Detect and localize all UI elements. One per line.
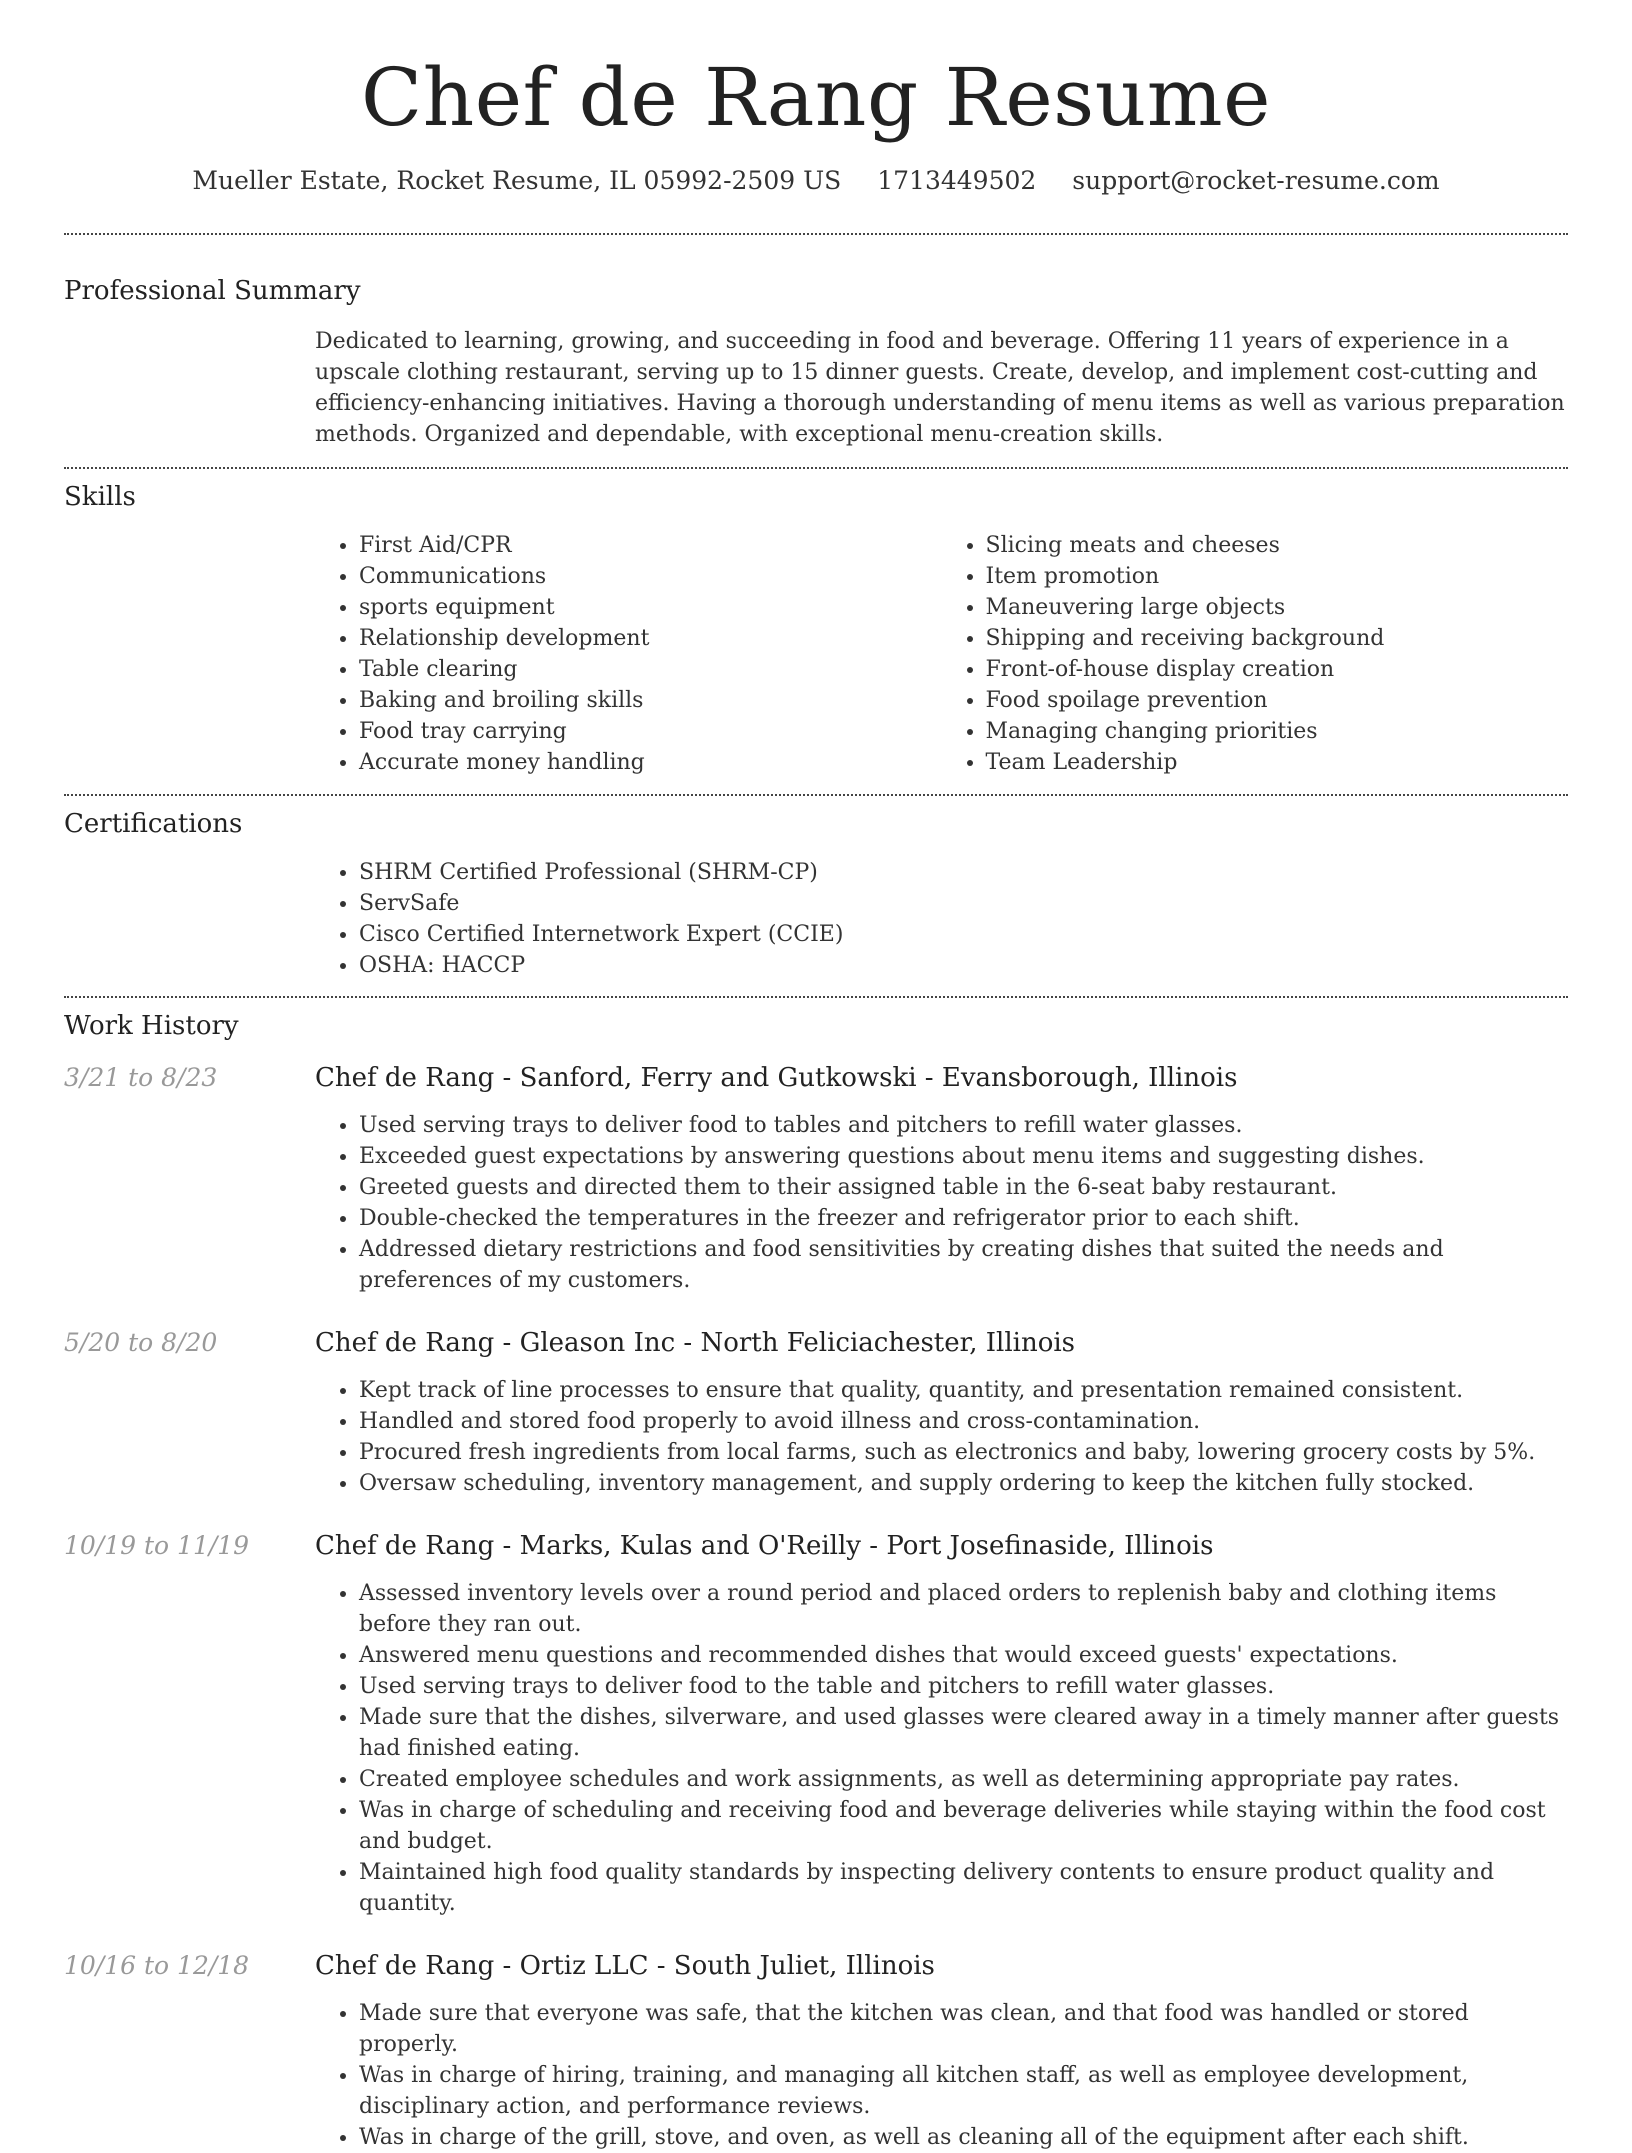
job-bullet-list: [315, 1998, 1568, 2153]
section-divider: [64, 233, 1568, 235]
job-title: Chef de Rang - Ortiz LLC - South Juliet, Illinois: [315, 1951, 935, 1981]
summary-text: Dedicated to learning, growing, and succeeding in food and beverage. Offering 11 years of experience in a upscale clothing restaurant, serving up to 15 dinner guests. Create, develop, and implement cost-cutting and efficiency-enhancing initiatives. Having a thorough understanding of menu items as well as various preparation methods. Organized and dependable, with exceptional menu-creation skills.: [315, 329, 1565, 447]
skill-item: • Communications: [359, 561, 942, 592]
job-duties: [315, 1578, 1568, 1919]
job-duties: [315, 1110, 1568, 1296]
contact-email: support@rocket-resume.com: [1072, 166, 1440, 195]
job-bullet: • Kept track of line processes to ensure that quality, quantity, and presentation remained consistent.: [359, 1375, 1568, 1406]
job-bullet-list: [315, 1578, 1568, 1919]
job-bullet: • Assessed inventory levels over a round period and placed orders to replenish baby and clothing items before they ran out.: [359, 1578, 1568, 1640]
work-history-heading: Work History: [64, 1011, 239, 1041]
job-bullet: • Made sure that everyone was safe, that the kitchen was clean, and that food was handled or stored properly.: [359, 1998, 1568, 2060]
resume-page: [64, 0, 1568, 2153]
skill-item: • Front-of-house display creation: [986, 654, 1569, 685]
job-dates: 10/19 to 11/19: [64, 1531, 250, 1560]
job-title: Chef de Rang - Sanford, Ferry and Gutkowski - Evansborough, Illinois: [315, 1063, 1238, 1093]
certification-item: • OSHA: HACCP: [359, 950, 1568, 981]
skill-item: • First Aid/CPR: [359, 530, 942, 561]
job-bullet: • Exceeded guest expectations by answering questions about menu items and suggesting dishes.: [359, 1141, 1568, 1172]
job-bullet: • Handled and stored food properly to avoid illness and cross-contamination.: [359, 1406, 1568, 1437]
skill-item: • Slicing meats and cheeses: [986, 530, 1569, 561]
job-entry: [64, 1328, 1568, 1499]
skills-grid: [315, 530, 1568, 778]
job-bullet: • Oversaw scheduling, inventory management, and supply ordering to keep the kitchen fully stocked.: [359, 1468, 1568, 1499]
skill-item: • sports equipment: [359, 592, 942, 623]
contact-phone: 1713449502: [877, 166, 1037, 195]
job-duties: [315, 1998, 1568, 2153]
skill-item: • Managing changing priorities: [986, 716, 1569, 747]
job-header: [64, 1328, 1568, 1358]
certification-item: • SHRM Certified Professional (SHRM-CP): [359, 857, 1568, 888]
contact-line: [64, 166, 1568, 195]
section-divider: [64, 794, 1568, 796]
certification-item: • Cisco Certified Internetwork Expert (CCIE): [359, 919, 1568, 950]
job-bullet: • Double-checked the temperatures in the freezer and refrigerator prior to each shift.: [359, 1203, 1568, 1234]
job-bullet: • Greeted guests and directed them to their assigned table in the 6-seat baby restaurant.: [359, 1172, 1568, 1203]
skill-item: • Shipping and receiving background: [986, 623, 1569, 654]
job-bullet: • Procured fresh ingredients from local farms, such as electronics and baby, lowering grocery costs by 5%.: [359, 1437, 1568, 1468]
resume-title: Chef de Rang Resume: [361, 51, 1271, 144]
section-divider: [64, 467, 1568, 469]
certifications-block: [315, 857, 1568, 981]
job-header: [64, 1063, 1568, 1093]
job-bullet: • Was in charge of the grill, stove, and oven, as well as cleaning all of the equipment after each shift.: [359, 2122, 1568, 2153]
job-dates: 3/21 to 8/23: [64, 1063, 218, 1092]
job-entry: [64, 1063, 1568, 1296]
job-entry: [64, 1951, 1568, 2153]
job-bullet: • Was in charge of hiring, training, and managing all kitchen staff, as well as employee development, disciplinary action, and performance reviews.: [359, 2060, 1568, 2122]
job-bullet: • Used serving trays to deliver food to the table and pitchers to refill water glasses.: [359, 1671, 1568, 1702]
skills-heading: Skills: [64, 482, 136, 512]
job-dates: 10/16 to 12/18: [64, 1951, 250, 1980]
skill-item: • Accurate money handling: [359, 747, 942, 778]
certification-item: • ServSafe: [359, 888, 1568, 919]
job-header: [64, 1951, 1568, 1981]
skill-item: • Team Leadership: [986, 747, 1569, 778]
job-bullet: • Used serving trays to deliver food to tables and pitchers to refill water glasses.: [359, 1110, 1568, 1141]
job-bullet: • Created employee schedules and work assignments, as well as determining appropriate pay rates.: [359, 1764, 1568, 1795]
section-divider: [64, 996, 1568, 998]
job-bullet-list: [315, 1375, 1568, 1499]
job-dates: 5/20 to 8/20: [64, 1328, 218, 1357]
skills-list-left: [315, 530, 942, 778]
skill-item: • Relationship development: [359, 623, 942, 654]
job-entry: [64, 1531, 1568, 1919]
skills-list-right: [942, 530, 1569, 778]
job-bullet: • Answered menu questions and recommended dishes that would exceed guests' expectations.: [359, 1640, 1568, 1671]
job-header: [64, 1531, 1568, 1561]
job-bullet: • Made sure that the dishes, silverware, and used glasses were cleared away in a timely manner after guests had finished eating.: [359, 1702, 1568, 1764]
skill-item: • Table clearing: [359, 654, 942, 685]
job-bullet: • Was in charge of scheduling and receiving food and beverage deliveries while staying within the food cost and budget.: [359, 1795, 1568, 1857]
job-bullet-list: [315, 1110, 1568, 1296]
summary-heading: Professional Summary: [64, 276, 361, 306]
contact-address: Mueller Estate, Rocket Resume, IL 05992-2509 US: [192, 166, 842, 195]
skill-item: • Maneuvering large objects: [986, 592, 1569, 623]
job-bullet: • Addressed dietary restrictions and food sensitivities by creating dishes that suited the needs and preferences of my customers.: [359, 1234, 1568, 1296]
certifications-heading: Certifications: [64, 809, 243, 839]
skill-item: • Baking and broiling skills: [359, 685, 942, 716]
job-title: Chef de Rang - Gleason Inc - North Feliciachester, Illinois: [315, 1328, 1076, 1358]
skill-item: • Food spoilage prevention: [986, 685, 1569, 716]
job-duties: [315, 1375, 1568, 1499]
job-bullet: • Maintained high food quality standards by inspecting delivery contents to ensure product quality and quantity.: [359, 1857, 1568, 1919]
job-title: Chef de Rang - Marks, Kulas and O'Reilly - Port Josefinaside, Illinois: [315, 1531, 1214, 1561]
skill-item: • Food tray carrying: [359, 716, 942, 747]
skill-item: • Item promotion: [986, 561, 1569, 592]
certifications-list: [315, 857, 1568, 981]
